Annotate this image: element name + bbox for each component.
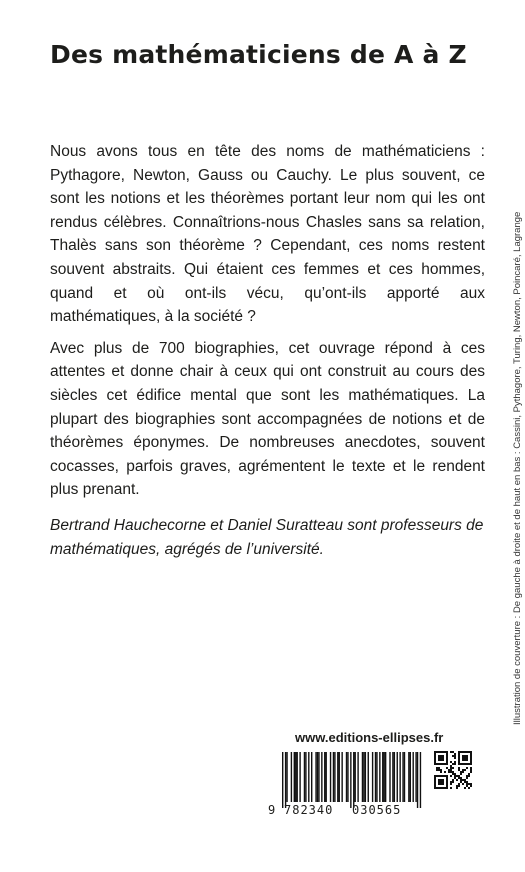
qr-code-icon	[434, 751, 472, 789]
back-cover-blurb	[50, 140, 485, 569]
publisher-website: www.editions-ellipses.fr	[295, 730, 444, 745]
isbn-right-group: 030565	[352, 803, 402, 817]
isbn-barcode	[268, 752, 425, 822]
cover-illustration-credit: Illustration de couverture : De gauche à droite et de haut en bas : Cassini, Pythagore, Turing, Newton, Poincaré, Lagrange	[512, 211, 523, 725]
isbn-left-group: 782340	[284, 803, 334, 817]
blurb-paragraph-1: Nous avons tous en tête des noms de mathématiciens : Pythagore, Newton, Gauss ou Cauchy. Le plus souvent, ce sont les notions et les théorèmes portant leur nom qui les ont rendus célèbres. Connaîtrions-nous Chasles sans sa relation, Thalès sans son théorème ? Cependant, ces noms restent souvent abstraits. Qui étaient ces femmes et ces hommes, quand et où ont-ils vécu, qu’ont-ils apporté aux mathématiques, à la société ?	[50, 143, 485, 326]
author-note: Bertrand Hauchecorne et Daniel Suratteau sont professeurs de mathématiques, agrégés de l’université.	[50, 516, 484, 558]
book-title: Des mathématiciens de A à Z	[50, 40, 467, 69]
isbn-first-digit: 9	[268, 803, 277, 817]
blurb-paragraph-2: Avec plus de 700 biographies, cet ouvrage répond à ces attentes et donne chair à ceux qui ont construit au cours des siècles cet édifice mental que sont les mathématiques. La plupart des biographies sont accompagnées de notions et de théorèmes éponymes. De nombreuses anecdotes, souvent cocasses, parfois graves, agrémentent le texte et le rendent plus prenant.	[50, 339, 485, 499]
